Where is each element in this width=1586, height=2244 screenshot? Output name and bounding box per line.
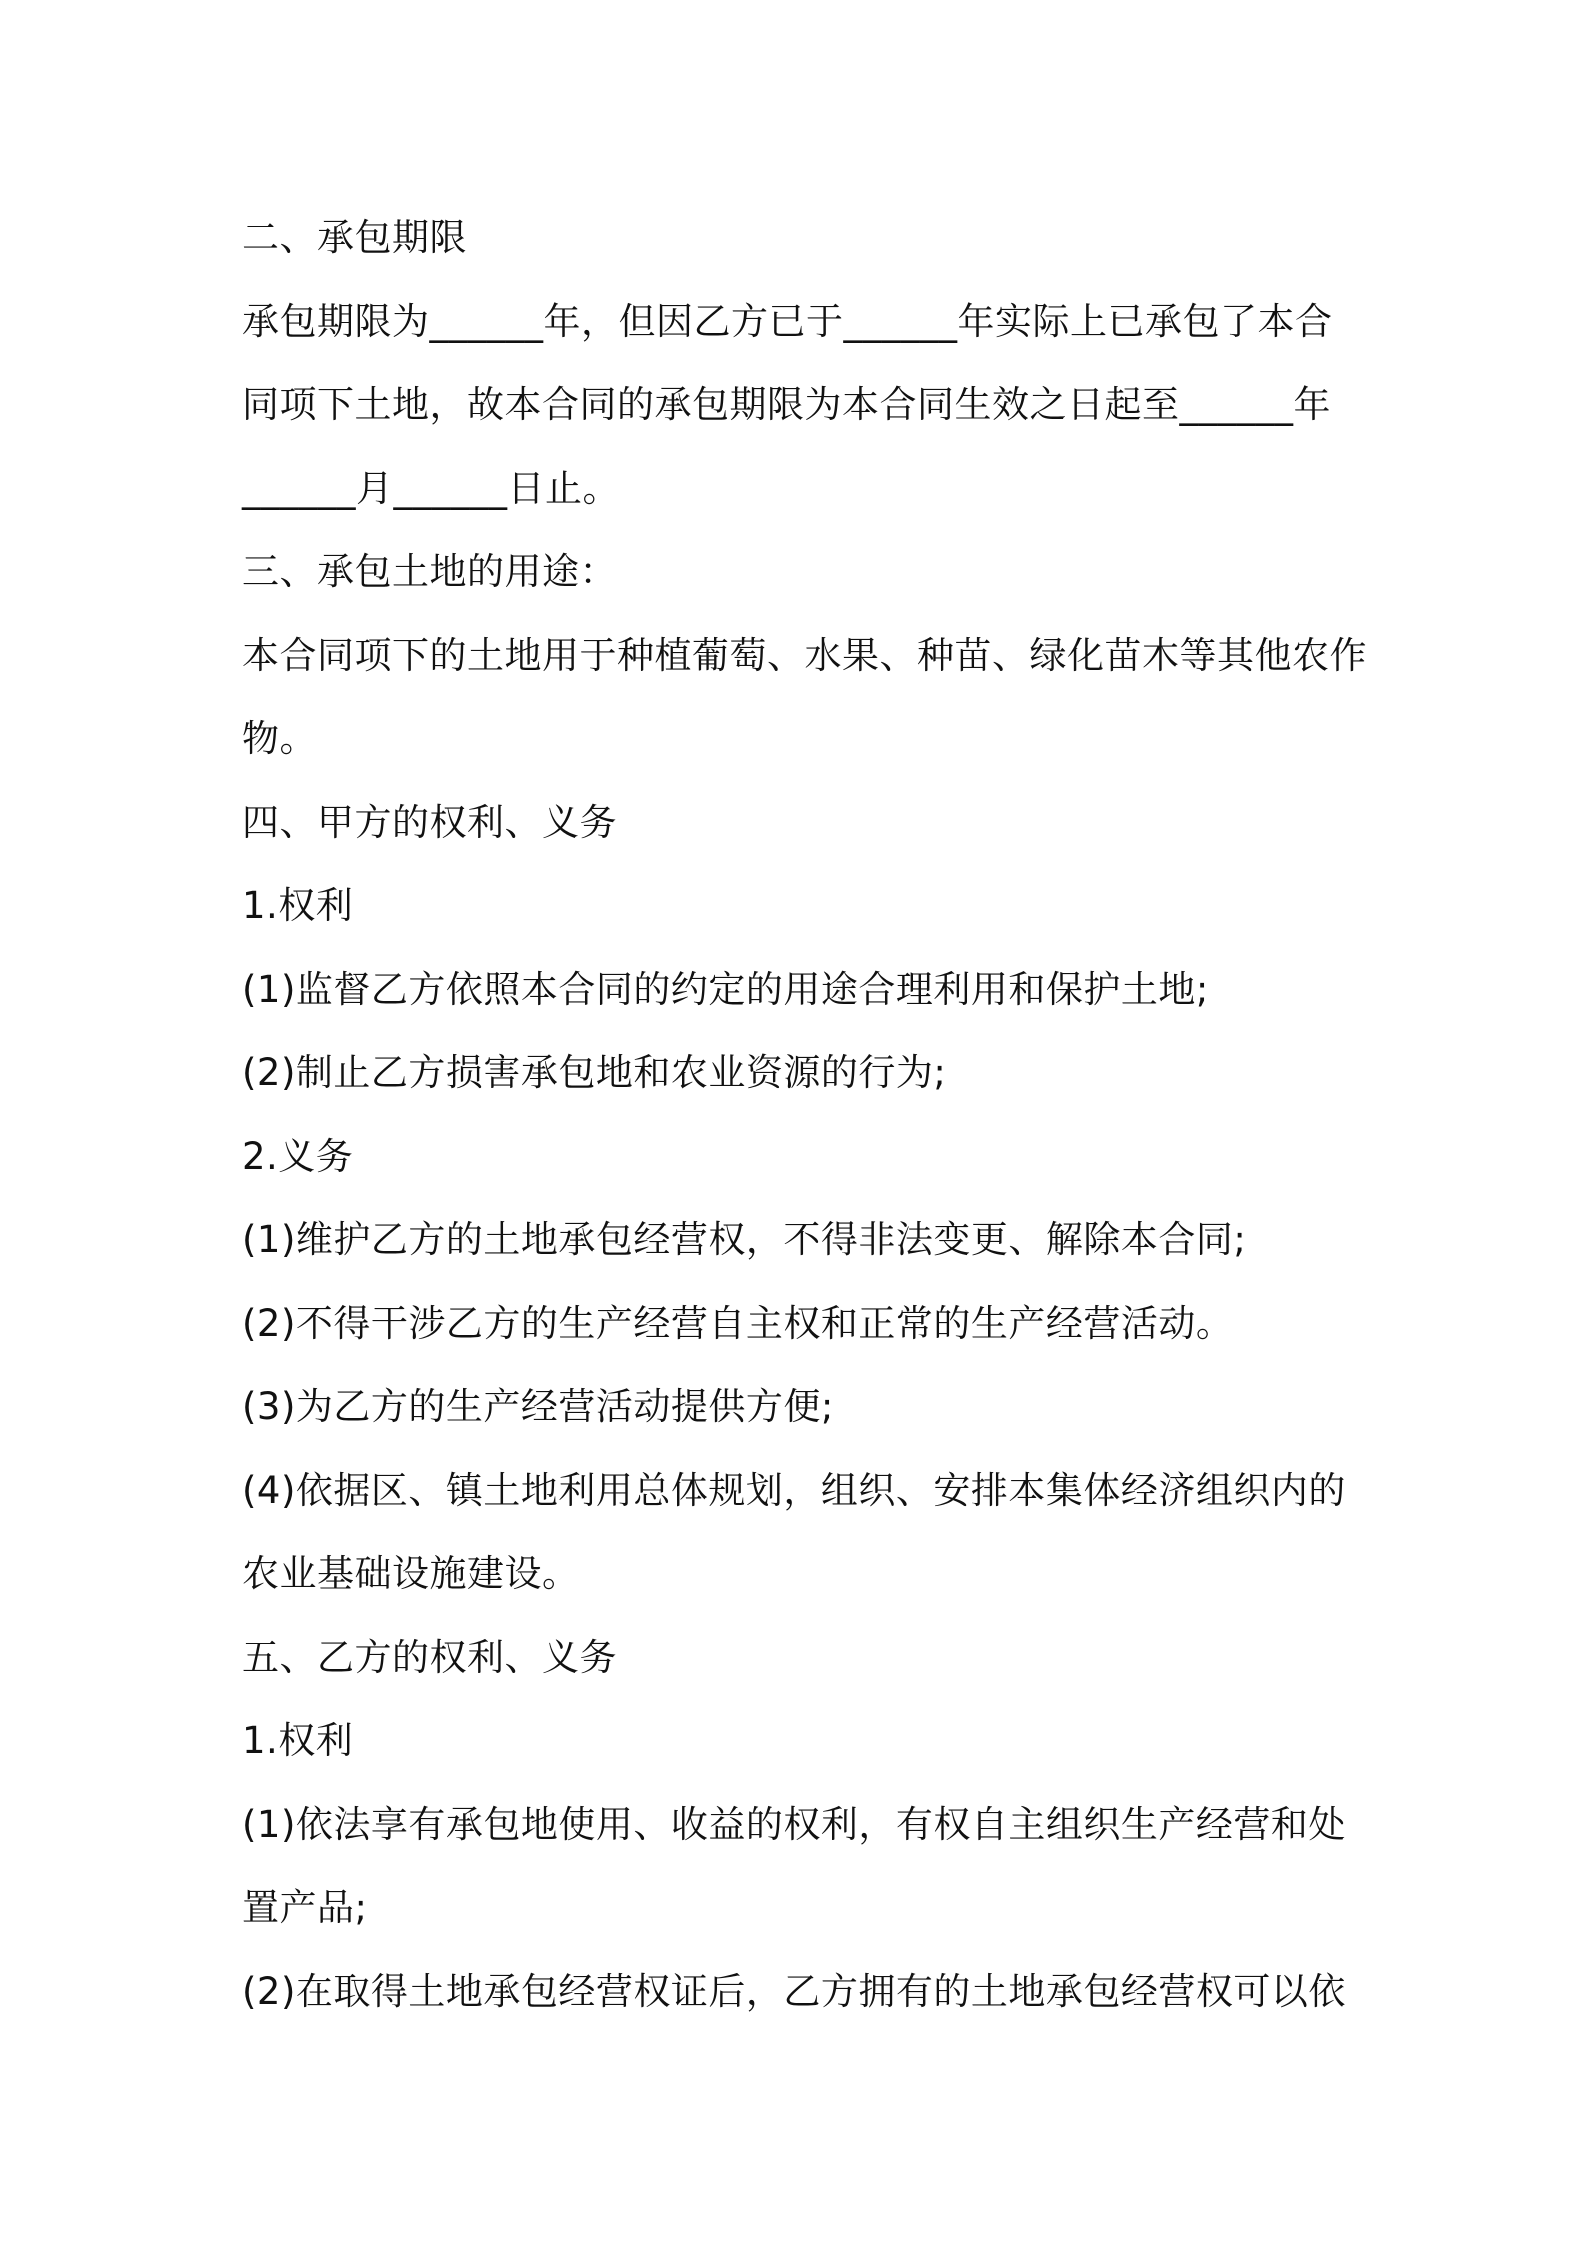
subheading-rights: 1.权利 (242, 884, 354, 927)
document-body (242, 196, 1367, 2033)
section-heading-land-use: 三、承包土地的用途： (242, 550, 617, 593)
list-item: (4)依据区、镇土地利用总体规划，组织、安排本集体经济组织内的 (242, 1468, 1346, 1512)
list-item-continuation: 置产品; (242, 1886, 368, 1929)
paragraph-line: ______月______日止。 (242, 466, 620, 510)
list-item: (1)维护乙方的土地承包经营权，不得非法变更、解除本合同; (242, 1218, 1247, 1261)
section-heading-party-b: 五、乙方的权利、义务 (242, 1635, 617, 1679)
paragraph-line: 物。 (242, 717, 317, 760)
subheading-rights: 1.权利 (242, 1719, 354, 1762)
paragraph-line: 同项下土地，故本合同的承包期限为本合同生效之日起至______年 (242, 383, 1331, 426)
list-item: (2)在取得土地承包经营权证后，乙方拥有的土地承包经营权可以依 (242, 1969, 1346, 2013)
list-item: (2)制止乙方损害承包地和农业资源的行为; (242, 1051, 947, 1094)
section-heading-party-a: 四、甲方的权利、义务 (242, 800, 617, 844)
list-item: (2)不得干涉乙方的生产经营自主权和正常的生产经营活动。 (242, 1301, 1234, 1345)
list-item: (1)依法享有承包地使用、收益的权利，有权自主组织生产经营和处 (242, 1802, 1346, 1846)
paragraph-line: 本合同项下的土地用于种植葡萄、水果、种苗、绿化苗木等其他农作 (242, 633, 1367, 677)
list-item: (1)监督乙方依照本合同的约定的用途合理利用和保护土地; (242, 967, 1209, 1011)
list-item: (3)为乙方的生产经营活动提供方便; (242, 1385, 834, 1428)
subheading-obligations: 2.义务 (242, 1134, 354, 1178)
section-heading-term: 二、承包期限 (242, 216, 467, 259)
list-item-continuation: 农业基础设施建设。 (242, 1552, 580, 1595)
paragraph-line: 承包期限为______年，但因乙方已于______年实际上已承包了本合 (242, 299, 1333, 343)
